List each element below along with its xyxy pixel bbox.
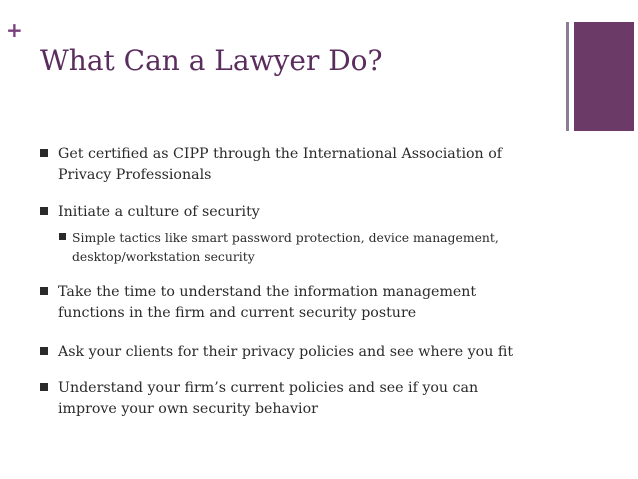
square-bullet-icon	[40, 287, 48, 295]
square-bullet-icon	[40, 383, 48, 391]
square-bullet-icon	[40, 149, 48, 157]
bullet-text: Understand your firm’s current policies and see if you can improve your own security behavior	[58, 380, 479, 417]
square-bullet-icon	[59, 233, 66, 240]
decorative-thin-bar	[566, 22, 569, 131]
plus-mark: +	[6, 18, 23, 42]
square-bullet-icon	[40, 347, 48, 355]
bullet-text: Take the time to understand the information management functions in the firm and current security posture	[58, 284, 477, 321]
bullet-text: Ask your clients for their privacy policies and see where you fit	[58, 344, 514, 360]
bullet-text: Get certified as CIPP through the International Association of Privacy Professionals	[58, 146, 502, 183]
bullet-text: Initiate a culture of security	[58, 204, 260, 220]
decorative-accent-bar	[574, 22, 634, 131]
sub-bullet-text: Simple tactics like smart password protection, device management, desktop/workstation security	[72, 230, 499, 264]
slide-title: What Can a Lawyer Do?	[40, 44, 383, 77]
square-bullet-icon	[40, 207, 48, 215]
